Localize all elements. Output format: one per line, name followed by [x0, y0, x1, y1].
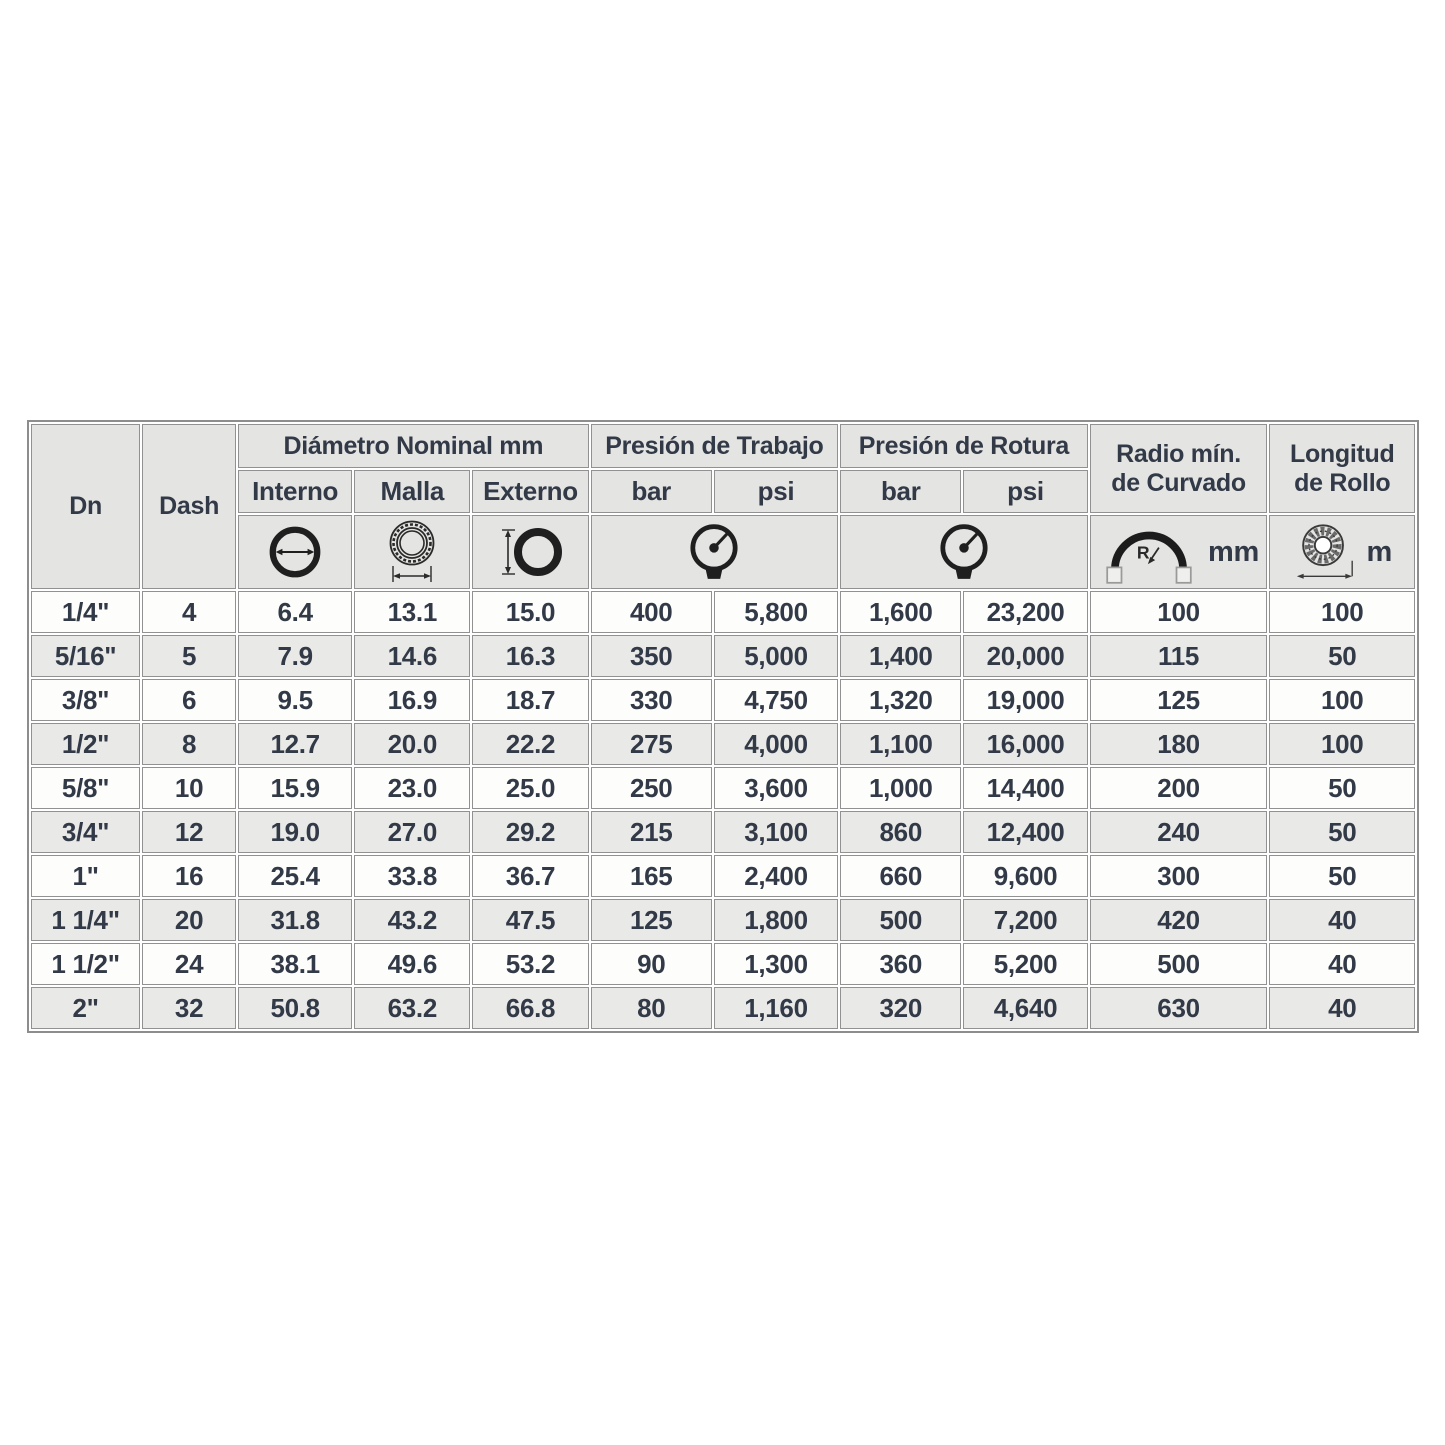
table-cell: 100	[1269, 723, 1415, 765]
table-cell: 16.3	[472, 635, 588, 677]
col-group-presion-rotura: Presión de Rotura	[840, 424, 1088, 468]
table-cell: 23,200	[963, 591, 1087, 633]
table-cell: 12.7	[238, 723, 352, 765]
table-cell: 630	[1090, 987, 1268, 1029]
table-cell: 15.0	[472, 591, 588, 633]
table-cell: 4,000	[714, 723, 838, 765]
table-cell: 100	[1269, 679, 1415, 721]
radio-label-line2: de Curvado	[1111, 468, 1246, 497]
table-cell: 22.2	[472, 723, 588, 765]
longitud-label-line1: Longitud	[1289, 440, 1395, 468]
table-cell: 6	[142, 679, 236, 721]
table-cell: 1,400	[840, 635, 961, 677]
externo-icon-cell	[472, 515, 588, 589]
table-cell: 5	[142, 635, 236, 677]
table-cell: 500	[840, 899, 961, 941]
table-cell: 13.1	[354, 591, 470, 633]
table-cell: 90	[591, 943, 712, 985]
outer-diameter-icon	[498, 522, 564, 582]
table-cell: 38.1	[238, 943, 352, 985]
table-cell: 3,100	[714, 811, 838, 853]
malla-icon-cell	[354, 515, 470, 589]
table-cell: 27.0	[354, 811, 470, 853]
table-cell: 1,320	[840, 679, 961, 721]
table-cell: 20.0	[354, 723, 470, 765]
table-cell: 320	[840, 987, 961, 1029]
table-cell: 1,000	[840, 767, 961, 809]
table-cell: 66.8	[472, 987, 588, 1029]
col-header-trabajo-psi: psi	[714, 470, 838, 513]
working-pressure-gauge-icon	[685, 521, 743, 583]
table-cell: 400	[591, 591, 712, 633]
table-cell: 660	[840, 855, 961, 897]
table-cell: 1,300	[714, 943, 838, 985]
table-cell: 14.6	[354, 635, 470, 677]
table-cell: 1,100	[840, 723, 961, 765]
table-cell: 1,600	[840, 591, 961, 633]
table-cell: 50	[1269, 855, 1415, 897]
table-cell: 40	[1269, 899, 1415, 941]
table-cell: 19,000	[963, 679, 1087, 721]
table-cell: 1,160	[714, 987, 838, 1029]
table-cell: 2,400	[714, 855, 838, 897]
working-pressure-gauge-cell	[591, 515, 839, 589]
table-cell: 16.9	[354, 679, 470, 721]
table-cell: 29.2	[472, 811, 588, 853]
roll-length-icon	[1292, 521, 1358, 583]
table-cell: 2"	[31, 987, 140, 1029]
table-cell: 10	[142, 767, 236, 809]
table-cell: 18.7	[472, 679, 588, 721]
col-header-dn: Dn	[31, 424, 140, 589]
table-cell: 16,000	[963, 723, 1087, 765]
table-cell: 3/4"	[31, 811, 140, 853]
table-cell: 330	[591, 679, 712, 721]
radius-symbol: R	[1136, 542, 1150, 563]
table-cell: 50.8	[238, 987, 352, 1029]
table-cell: 115	[1090, 635, 1268, 677]
table-cell: 53.2	[472, 943, 588, 985]
table-cell: 275	[591, 723, 712, 765]
table-cell: 9.5	[238, 679, 352, 721]
table-row	[31, 723, 1415, 765]
table-cell: 20,000	[963, 635, 1087, 677]
table-cell: 6.4	[238, 591, 352, 633]
table-cell: 50	[1269, 811, 1415, 853]
table-row	[31, 855, 1415, 897]
table-cell: 15.9	[238, 767, 352, 809]
table-cell: 1 1/2"	[31, 943, 140, 985]
braid-diameter-icon	[384, 518, 440, 586]
longitud-label-line2: de Rollo	[1294, 468, 1391, 497]
table-cell: 125	[1090, 679, 1268, 721]
table-cell: 49.6	[354, 943, 470, 985]
table-cell: 4,640	[963, 987, 1087, 1029]
table-cell: 23.0	[354, 767, 470, 809]
table-body	[31, 591, 1415, 1029]
table-cell: 100	[1090, 591, 1268, 633]
table-cell: 12,400	[963, 811, 1087, 853]
table-cell: 5,800	[714, 591, 838, 633]
table-cell: 1"	[31, 855, 140, 897]
table-cell: 43.2	[354, 899, 470, 941]
table-cell: 12	[142, 811, 236, 853]
roll-length-icon-cell	[1269, 515, 1415, 589]
table-cell: 25.0	[472, 767, 588, 809]
col-group-presion-trabajo: Presión de Trabajo	[591, 424, 839, 468]
col-header-radio-curvado	[1090, 424, 1268, 513]
spec-table	[27, 420, 1419, 1033]
table-cell: 7.9	[238, 635, 352, 677]
table-cell: 47.5	[472, 899, 588, 941]
table-cell: 100	[1269, 591, 1415, 633]
table-cell: 4	[142, 591, 236, 633]
table-row	[31, 811, 1415, 853]
table-cell: 20	[142, 899, 236, 941]
table-cell: 360	[840, 943, 961, 985]
table-cell: 5,000	[714, 635, 838, 677]
table-cell: 50	[1269, 767, 1415, 809]
radio-label-line1: Radio mín.	[1116, 440, 1241, 468]
table-row	[31, 591, 1415, 633]
table-header	[31, 424, 1415, 589]
col-header-externo: Externo	[472, 470, 588, 513]
table-cell: 1 1/4"	[31, 899, 140, 941]
table-cell: 3/8"	[31, 679, 140, 721]
table-row	[31, 943, 1415, 985]
table-cell: 250	[591, 767, 712, 809]
table-cell: 9,600	[963, 855, 1087, 897]
table-cell: 860	[840, 811, 961, 853]
table-cell: 25.4	[238, 855, 352, 897]
table-cell: 50	[1269, 635, 1415, 677]
col-header-trabajo-bar: bar	[591, 470, 712, 513]
burst-pressure-gauge-icon	[935, 521, 993, 583]
table-cell: 63.2	[354, 987, 470, 1029]
table-cell: 5/16"	[31, 635, 140, 677]
table-cell: 215	[591, 811, 712, 853]
col-header-interno: Interno	[238, 470, 352, 513]
table-cell: 500	[1090, 943, 1268, 985]
table-cell: 40	[1269, 943, 1415, 985]
bend-radius-icon-cell	[1090, 515, 1268, 589]
burst-pressure-gauge-cell	[840, 515, 1088, 589]
table-cell: 420	[1090, 899, 1268, 941]
header-group-row	[31, 424, 1415, 468]
header-icon-row	[31, 515, 1415, 589]
table-cell: 1,800	[714, 899, 838, 941]
interno-icon-cell	[238, 515, 352, 589]
table-cell: 300	[1090, 855, 1268, 897]
col-header-dash: Dash	[142, 424, 236, 589]
table-cell: 3,600	[714, 767, 838, 809]
bend-radius-unit: mm	[1208, 535, 1260, 568]
table-cell: 240	[1090, 811, 1268, 853]
table-row	[31, 679, 1415, 721]
table-cell: 32	[142, 987, 236, 1029]
table-cell: 165	[591, 855, 712, 897]
table-cell: 40	[1269, 987, 1415, 1029]
col-header-longitud-rollo	[1269, 424, 1415, 513]
table-cell: 16	[142, 855, 236, 897]
table-cell: 14,400	[963, 767, 1087, 809]
table-cell: 7,200	[963, 899, 1087, 941]
table-row	[31, 987, 1415, 1029]
table-cell: 80	[591, 987, 712, 1029]
table-cell: 180	[1090, 723, 1268, 765]
table-cell: 19.0	[238, 811, 352, 853]
bend-radius-icon	[1098, 519, 1200, 585]
table-cell: 5/8"	[31, 767, 140, 809]
table-cell: 1/4"	[31, 591, 140, 633]
table-row	[31, 767, 1415, 809]
table-cell: 36.7	[472, 855, 588, 897]
table-row	[31, 635, 1415, 677]
table-cell: 24	[142, 943, 236, 985]
col-header-malla: Malla	[354, 470, 470, 513]
table-cell: 125	[591, 899, 712, 941]
table-cell: 4,750	[714, 679, 838, 721]
col-header-rotura-psi: psi	[963, 470, 1087, 513]
table-cell: 5,200	[963, 943, 1087, 985]
table-cell: 8	[142, 723, 236, 765]
inner-diameter-icon	[266, 523, 324, 581]
table-cell: 350	[591, 635, 712, 677]
roll-length-unit: m	[1366, 535, 1392, 568]
table-row	[31, 899, 1415, 941]
col-header-rotura-bar: bar	[840, 470, 961, 513]
table-cell: 31.8	[238, 899, 352, 941]
table-cell: 200	[1090, 767, 1268, 809]
col-group-diametro-nominal: Diámetro Nominal mm	[238, 424, 589, 468]
table-cell: 1/2"	[31, 723, 140, 765]
table-cell: 33.8	[354, 855, 470, 897]
